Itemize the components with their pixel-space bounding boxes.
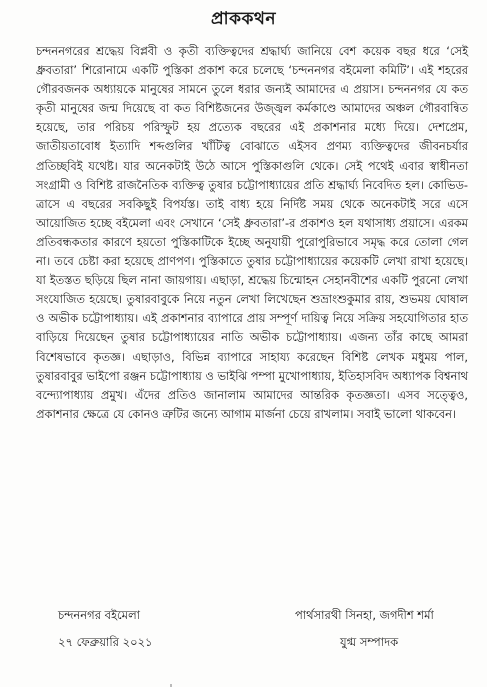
signature-role: যুগ্ম সম্পাদক — [340, 635, 399, 649]
signature-names: পার্থসারথী সিনহা, জগদীশ শর্মা — [295, 608, 434, 622]
preface-paragraph: চন্দননগরের শ্রদ্ধেয় বিপ্লবী ও কৃতী ব্যক্তিত্বদের শ্রদ্ধার্ঘ্য জানিয়ে বেশ কয়েক বছর ধরে ‘সেই ধ্রুবতারা’ শিরোনামে একটি পুস্তিকা প্রকাশ করে চলেছে ‘চন্দননগর বইমেলা কমিটি’। এই শহরের গৌরবজনক অধ্যায়কে মানুষের সামনে তুলে ধরার জন্যই আমাদের এ প্রয়াস। চন্দননগর যে কত কৃতী মানুষের জন্ম দিয়েছে বা কত বিশিষ্টজনের উজ্জ্বল কর্মকাণ্ডে আমাদের অঞ্চল গৌরবান্বিত হয়েছে, তার পরিচয় পরিস্ফুট হয় প্রত্যেক বছরের এই প্রকাশনার মধ্যে দিয়ে। দেশপ্রেম, জাতীয়তাবোধ ইত্যাদি শব্দগুলির খাঁটিত্ব বোঝাতে এইসব প্রণম্য ব্যক্তিত্বদের জীবনচর্যার প্রতিচ্ছবিই যথেষ্ট। যার অনেকটাই উঠে আসে পুস্তিকাগুলি থেকে। সেই পথেই এবার স্বাধীনতা সংগ্রামী ও বিশিষ্ট রাজনৈতিক ব্যক্তিত্ব তুষার চট্টোপাধ্যায়ের প্রতি শ্রদ্ধার্ঘ্য নিবেদিত হল। কোভিড-ত্রাসে এ বছরের সবকিছুই বিপর্যস্ত। তাই বাধ্য হয়ে নির্দিষ্ট সময় থেকে অনেকটাই সরে এসে আয়োজিত হচ্ছে বইমেলা এবং সেখানে ‘সেই ধ্রুবতারা’-র প্রকাশও হল যথাসাধ্য প্রয়াসে। এরকম প্রতিবন্ধকতার কারণে হয়তো পুস্তিকাটিকে ইচ্ছে অনুযায়ী পুরোপুরিভাবে সমৃদ্ধ করে তোলা গেল না। তবে চেষ্টা করা হয়েছে প্রাণপণ। পুস্তিকাতে তুষার চট্টোপাধ্যায়ের কয়েকটি লেখা রাখা হয়েছে। যা ইতস্তত ছড়িয়ে ছিল নানা জায়গায়। এছাড়া, শ্রদ্ধেয় চিন্মোহন সেহানবীশের একটি পুরনো লেখা সংযোজিত হয়েছে। তুষারবাবুকে নিয়ে নতুন লেখা লিখেছেন শুভ্রাংশুকুমার রায়, শুভময় ঘোষাল ও অভীক চট্টোপাধ্যায়। এই প্রকাশনার ব্যাপারে প্রায় সম্পূর্ণ দায়িত্ব নিয়ে সক্রিয় সহযোগিতার হাত বাড়িয়ে দিয়েছেন তুষার চট্টোপাধ্যায়ের নাতি অভীক চট্টোপাধ্যায়। এজন্য তাঁর কাছে আমরা বিশেষভাবে কৃতজ্ঞ। এছাড়াও, বিভিন্ন ব্যাপারে সাহায্য করেছেন বিশিষ্ট লেখক মধুময় পাল, তুষারবাবুর ভাইপো রঞ্জন চট্টোপাধ্যায় ও ভাইঝি পম্পা মুখোপাধ্যায়, ইতিহাসবিদ অধ্যাপক বিশ্বনাথ বন্দ্যোপাধ্যায় প্রমুখ। এঁদের প্রতিও জানালাম আমাদের আন্তরিক কৃতজ্ঞতা। এসব সত্ত্বেও, প্রকাশনার ক্ষেত্রে যে কোনও ত্রুটির জন্যে আগাম মার্জনা চেয়ে রাখলাম। সবাই ভালো থাকবেন। — [36, 44, 472, 421]
preface-body — [36, 42, 472, 424]
signature-org: চন্দননগর বইমেলা — [58, 608, 140, 622]
signature-right — [295, 602, 434, 656]
signature-left — [58, 602, 153, 656]
page-title: প্রাককথন — [210, 9, 277, 29]
signature-date: ২৭ ফেব্রুয়ারি ২০২১ — [58, 635, 153, 649]
